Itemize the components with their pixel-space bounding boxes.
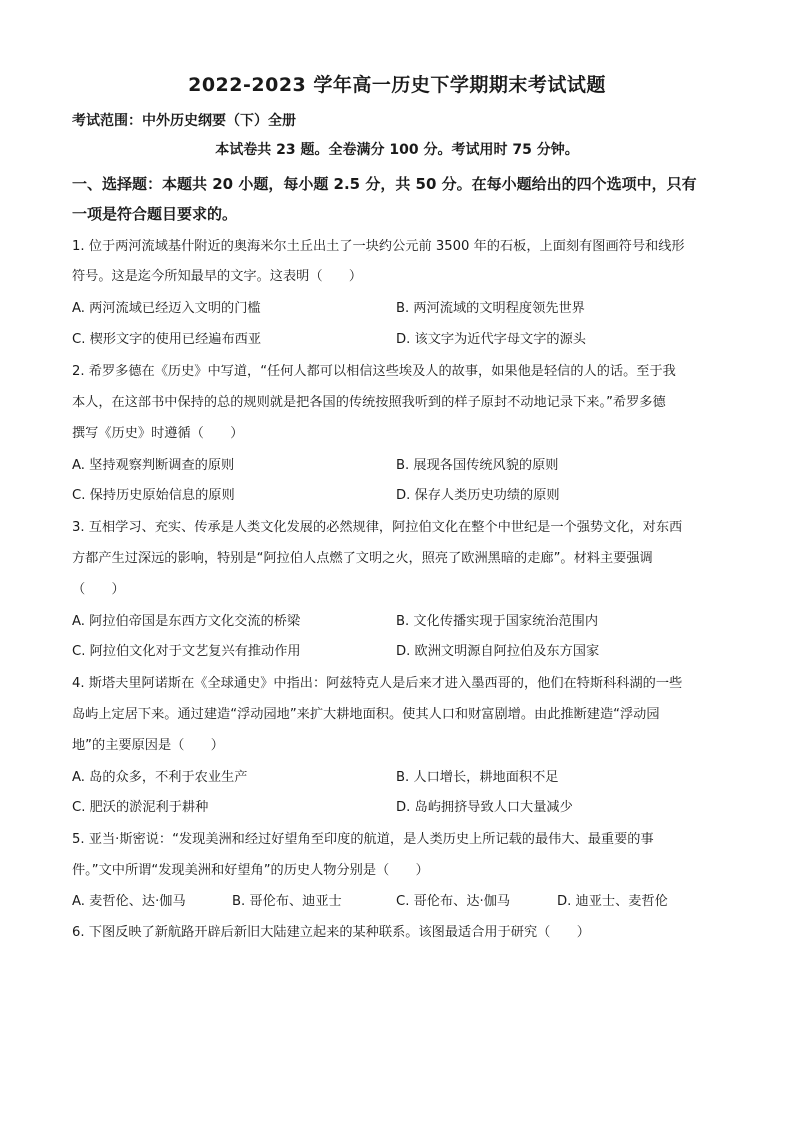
question-3-option-c: C. 阿拉伯文化对于文艺复兴有推动作用 — [72, 644, 301, 659]
question-3-text: 3. 互相学习、充实、传承是人类文化发展的必然规律，阿拉伯文化在整个中世纪是一个强势文化，对东西 — [72, 520, 683, 535]
exam-title: 2022-2023 学年高一历史下学期期末考试试题 — [188, 74, 606, 96]
exam-scope: 考试范围：中外历史纲要（下）全册 — [72, 113, 296, 129]
question-4-option-b: B. 人口增长，耕地面积不足 — [396, 770, 559, 785]
question-4-option-a: A. 岛的众多，不利于农业生产 — [72, 770, 248, 785]
question-2-option-d: D. 保存人类历史功绩的原则 — [396, 488, 560, 503]
question-2-text: 2. 希罗多德在《历史》中写道，“任何人都可以相信这些埃及人的故事，如果他是轻信的人的话。至于我 — [72, 364, 676, 379]
question-4-text: 4. 斯塔夫里阿诺斯在《全球通史》中指出：阿兹特克人是后来才进入墨西哥的，他们在特斯科科湖的一些 — [72, 676, 683, 691]
section-heading-line1: 一、选择题：本题共 20 小题，每小题 2.5 分，共 50 分。在每小题给出的四个选项中，只有 — [72, 175, 697, 193]
question-2-text: 本人，在这部书中保持的总的规则就是把各国的传统按照我听到的样子原封不动地记录下来。”希罗多德 — [72, 395, 666, 410]
question-5-option-a: A. 麦哲伦、达·伽马 — [72, 894, 186, 909]
question-2-option-b: B. 展现各国传统风貌的原则 — [396, 458, 559, 473]
question-4-option-d: D. 岛屿拥挤导致人口大量减少 — [396, 800, 573, 815]
question-3-option-d: D. 欧洲文明源自阿拉伯及东方国家 — [396, 644, 600, 659]
question-3-option-a: A. 阿拉伯帝国是东西方文化交流的桥梁 — [72, 614, 301, 629]
question-5-option-d: D. 迪亚士、麦哲伦 — [557, 894, 668, 909]
question-1-option-b: B. 两河流域的文明程度领先世界 — [396, 301, 585, 316]
question-3-text: （ ） — [72, 582, 125, 597]
question-2-option-a: A. 坚持观察判断调查的原则 — [72, 458, 235, 473]
question-1-option-d: D. 该文字为近代字母文字的源头 — [396, 332, 586, 347]
section-heading-line2: 一项是符合题目要求的。 — [72, 205, 238, 223]
question-6-text: 6. 下图反映了新航路开辟后新旧大陆建立起来的某种联系。该图最适合用于研究（ ） — [72, 925, 590, 940]
question-4-option-c: C. 肥沃的淤泥利于耕种 — [72, 800, 209, 815]
question-3-text: 方都产生过深远的影响，特别是“阿拉伯人点燃了文明之火，照亮了欧洲黑暗的走廊”。材料主要强调 — [72, 551, 653, 566]
question-1-text: 1. 位于两河流域基什附近的奥海米尔土丘出土了一块约公元前 3500 年的石板，上面刻有图画符号和线形 — [72, 239, 685, 254]
question-5-option-b: B. 哥伦布、迪亚士 — [232, 894, 342, 909]
question-2-option-c: C. 保持历史原始信息的原则 — [72, 488, 235, 503]
question-1-option-a: A. 两河流域已经迈入文明的门槛 — [72, 301, 261, 316]
question-4-text: 岛屿上定居下来。通过建造“浮动园地”来扩大耕地面积。使其人口和财富剧增。由此推断建造“浮动园 — [72, 707, 660, 722]
question-5-text: 5. 亚当·斯密说：“发现美洲和经过好望角至印度的航道，是人类历史上所记载的最伟大、最重要的事 — [72, 832, 654, 847]
question-2-text: 撰写《历史》时遵循（ ） — [72, 426, 244, 441]
question-1-text: 符号。这是迄今所知最早的文字。这表明（ ） — [72, 269, 363, 284]
exam-info: 本试卷共 23 题。全卷满分 100 分。考试用时 75 分钟。 — [215, 142, 579, 158]
question-1-option-c: C. 楔形文字的使用已经遍布西亚 — [72, 332, 262, 347]
question-4-text: 地”的主要原因是（ ） — [72, 738, 224, 753]
question-5-text: 件。”文中所谓“发现美洲和好望角”的历史人物分别是（ ） — [72, 863, 429, 878]
question-3-option-b: B. 文化传播实现于国家统治范围内 — [396, 614, 599, 629]
question-5-option-c: C. 哥伦布、达·伽马 — [396, 894, 511, 909]
